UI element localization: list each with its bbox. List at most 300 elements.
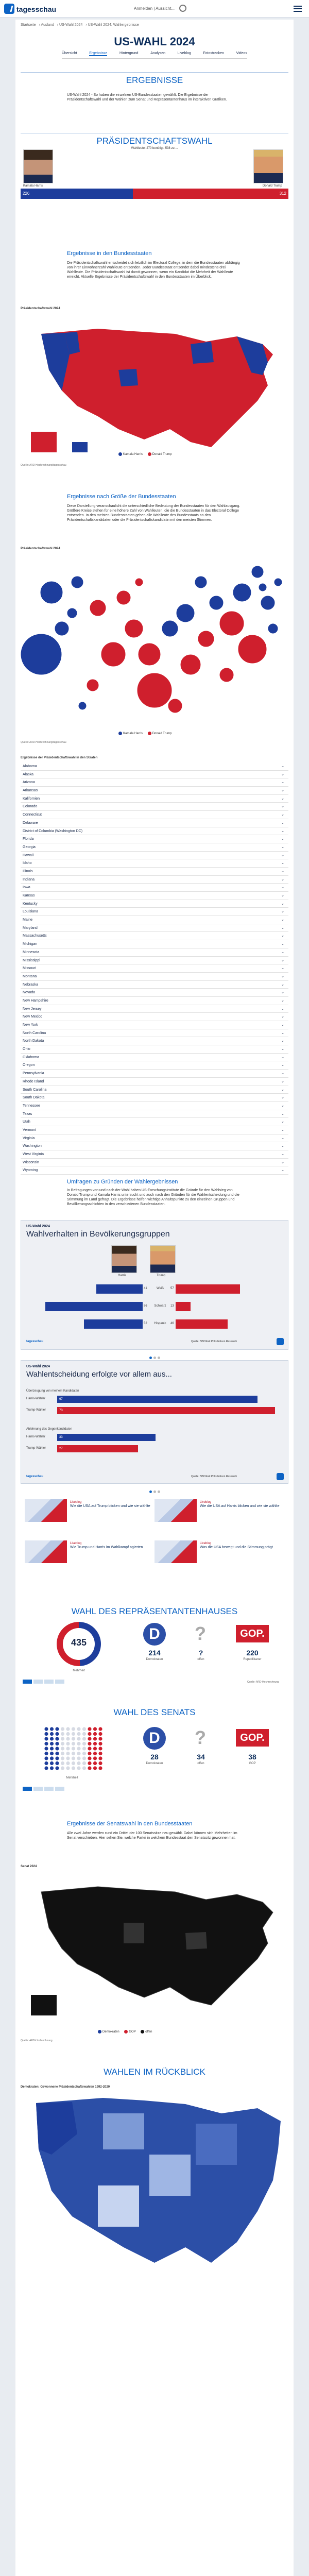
state-row[interactable]	[21, 916, 288, 924]
chevron-down-icon[interactable]: ⌄	[281, 1168, 284, 1173]
senate-seat-dot	[93, 1742, 97, 1745]
chevron-down-icon[interactable]: ⌄	[281, 765, 284, 768]
state-row[interactable]	[21, 1166, 288, 1175]
teaser-caption[interactable]	[200, 1500, 282, 1509]
chevron-down-icon[interactable]: ⌄	[281, 1136, 284, 1140]
filter-chip[interactable]	[33, 1680, 43, 1684]
state-row[interactable]	[21, 997, 288, 1005]
state-bubble[interactable]	[274, 578, 282, 586]
chevron-down-icon[interactable]: ⌄	[281, 1039, 284, 1043]
filter-chip[interactable]	[55, 1680, 64, 1684]
filter-chip[interactable]	[44, 1680, 54, 1684]
state-row[interactable]	[21, 787, 288, 795]
chevron-down-icon[interactable]: ⌄	[281, 1031, 284, 1035]
house-open-icon: ?	[195, 1623, 206, 1644]
state-row[interactable]	[21, 948, 288, 957]
senate-seat-dot	[61, 1727, 64, 1731]
teaser-thumbnail[interactable]	[25, 1540, 67, 1563]
senate-rep-seats: 38	[248, 1753, 256, 1761]
state-name: New Hampshire	[23, 998, 48, 1003]
senate-open-label: offen	[197, 1762, 204, 1765]
chevron-down-icon[interactable]: ⌄	[281, 772, 284, 776]
senate-open-seats: 34	[197, 1753, 205, 1761]
senate-seat-dot	[72, 1727, 75, 1731]
state-row[interactable]	[21, 1134, 288, 1143]
house-dem-label: Demokraten	[146, 1658, 163, 1661]
state-row[interactable]	[21, 1029, 288, 1038]
state-name: Nebraska	[23, 982, 38, 987]
state-row[interactable]	[21, 1005, 288, 1013]
senate-seat-dot	[50, 1727, 54, 1731]
state-name: New Mexico	[23, 1015, 43, 1019]
state-row[interactable]	[21, 884, 288, 892]
state-row[interactable]	[21, 1094, 288, 1102]
senate-rep-label: GOP	[249, 1762, 256, 1765]
teaser-caption[interactable]	[200, 1541, 282, 1550]
chevron-down-icon[interactable]: ⌄	[281, 967, 284, 971]
senate-seat-dot	[61, 1737, 64, 1740]
senate-map-text: Alle zwei Jahre werden rund ein Drittel der 100 Senatssitze neu gewählt. Dabei können sich Mehrheiten im Senat verschieben. Hier sehen Sie, welche Partei in welchem Bundesstaat den Senatssitz gewonnen hat.	[67, 1832, 237, 1840]
state-row[interactable]	[21, 1037, 288, 1045]
page-title: US-WAHL 2024	[114, 35, 195, 48]
chevron-down-icon[interactable]: ⌄	[281, 942, 284, 946]
card2-kicker: US-Wahl 2024	[26, 1365, 50, 1368]
senate-majority-label: Mehrheit	[66, 1776, 78, 1780]
harris-photo	[23, 149, 53, 183]
state-name: Alabama	[23, 765, 37, 768]
state-row[interactable]	[21, 762, 288, 771]
state-row[interactable]	[21, 989, 288, 997]
state-row[interactable]	[21, 835, 288, 843]
state-name: Florida	[23, 837, 34, 841]
state-bubble[interactable]	[238, 635, 267, 664]
state-bubble[interactable]	[101, 642, 126, 667]
harris-value: 41	[144, 1287, 147, 1290]
state-bubble[interactable]	[176, 604, 195, 622]
state-row[interactable]	[21, 1013, 288, 1021]
bar-label: Harris-Wähler	[26, 1435, 46, 1438]
state-row[interactable]	[21, 803, 288, 811]
state-row[interactable]	[21, 1102, 288, 1110]
harris-value: 52	[144, 1322, 147, 1325]
state-row[interactable]	[21, 1021, 288, 1029]
bar-value: 27	[59, 1447, 63, 1450]
state-row[interactable]	[21, 908, 288, 916]
rep-dot-icon	[148, 452, 151, 456]
state-row[interactable]	[21, 868, 288, 876]
teaser-caption[interactable]	[70, 1500, 152, 1509]
senate-seat-dot	[66, 1732, 70, 1736]
teaser-thumbnail[interactable]	[154, 1499, 197, 1522]
state-bubble[interactable]	[259, 583, 267, 591]
state-bubble[interactable]	[21, 634, 62, 675]
president-sub: Wahlleute: 270 benötigt, 538 zu ...	[131, 147, 178, 150]
chevron-down-icon[interactable]: ⌄	[281, 918, 284, 922]
senate-seat-dot	[98, 1761, 102, 1765]
card1-trump-photo	[150, 1245, 176, 1273]
state-bubble[interactable]	[55, 621, 69, 636]
bar-label: Trump-Wähler	[26, 1409, 46, 1412]
state-bubble[interactable]	[209, 596, 224, 610]
result-bar	[57, 1445, 138, 1452]
state-shape	[124, 1923, 144, 1943]
senate-seat-dot	[55, 1737, 59, 1740]
state-row[interactable]	[21, 811, 288, 819]
senate-seat-dot	[93, 1732, 97, 1736]
senate-seat-dot	[61, 1732, 64, 1736]
bubble-map	[21, 551, 288, 732]
tab-results[interactable]: Ergebnisse	[89, 52, 108, 55]
breadcrumb-item[interactable]: Ausland	[41, 23, 54, 27]
state-bubble[interactable]	[138, 643, 161, 666]
chevron-down-icon[interactable]: ⌄	[281, 991, 284, 995]
chevron-down-icon[interactable]: ⌄	[281, 910, 284, 914]
senate-seat-dot	[55, 1727, 59, 1731]
chevron-down-icon[interactable]: ⌄	[281, 1055, 284, 1059]
state-bubble[interactable]	[162, 620, 178, 637]
chevron-down-icon[interactable]: ⌄	[281, 1144, 284, 1148]
chevron-down-icon[interactable]: ⌄	[281, 1023, 284, 1027]
state-name: Louisiana	[23, 910, 38, 914]
state-shape-hawaii	[72, 442, 88, 452]
teaser-caption[interactable]	[70, 1541, 152, 1550]
filter-chip[interactable]	[23, 1680, 32, 1684]
tab-videos[interactable]: Videos	[236, 52, 247, 55]
history-map	[21, 2093, 288, 2576]
state-row[interactable]	[21, 1070, 288, 1078]
harris-bar	[84, 1319, 143, 1329]
chevron-down-icon[interactable]: ⌄	[281, 1096, 284, 1100]
senate-seat-dot	[72, 1761, 75, 1765]
filter-chip[interactable]	[44, 1787, 54, 1791]
tab-background[interactable]: Hintergrund	[119, 52, 139, 55]
house-heading: WAHL DES REPRÄSENTANTENHAUSES	[71, 1606, 238, 1616]
teaser-kicker: Liveblog	[70, 1501, 82, 1504]
state-name: Arkansas	[23, 789, 38, 793]
survey-card-1	[21, 1220, 288, 1350]
state-name: Mississippi	[23, 958, 40, 962]
state-row[interactable]	[21, 1159, 288, 1167]
state-row[interactable]	[21, 795, 288, 803]
state-name: Montana	[23, 974, 37, 978]
state-bubble[interactable]	[251, 566, 264, 578]
chevron-down-icon[interactable]: ⌄	[281, 805, 284, 809]
state-name: Oklahoma	[23, 1055, 39, 1059]
divider	[21, 72, 288, 73]
senate-seat-dot	[66, 1737, 70, 1740]
chevron-down-icon[interactable]: ⌄	[281, 982, 284, 987]
state-row[interactable]	[21, 859, 288, 868]
state-bubble[interactable]	[219, 668, 234, 682]
state-row[interactable]	[21, 778, 288, 787]
state-row[interactable]	[21, 900, 288, 908]
tagesschau-logo-icon[interactable]	[4, 4, 14, 14]
senate-seat-dot	[50, 1737, 54, 1740]
state-row[interactable]	[21, 771, 288, 779]
chevron-down-icon[interactable]: ⌄	[281, 813, 284, 817]
state-row[interactable]	[21, 852, 288, 860]
filter-chip[interactable]	[23, 1787, 32, 1791]
state-row[interactable]	[21, 843, 288, 852]
filter-chip[interactable]	[55, 1787, 64, 1791]
state-list	[21, 762, 288, 1175]
state-row[interactable]	[21, 1086, 288, 1094]
trump-photo	[253, 149, 283, 183]
senate-seat-dot	[82, 1752, 86, 1755]
chevron-down-icon[interactable]: ⌄	[281, 1160, 284, 1164]
map1-text: Die Präsidentschaftswahl entscheidet sich letztlich im Electoral College, in dem die Bundesstaaten abhängig von ihrer Einwohnerzahl Wahlleute entsenden. Jeder Bundesstaat entsendet dabei mindestens drei Wahlleute. Die Präsidentschaftswahl ist damit gewonnen, wenn ein Kandidat die Mehrheit der Wahlleute erreicht. Aktuelle Ergebnisse der Präsidentschaftswahl in den Bundesstaaten im Überblick.	[67, 261, 240, 279]
chevron-down-icon[interactable]: ⌄	[281, 1112, 284, 1116]
state-row[interactable]	[21, 1142, 288, 1150]
chevron-down-icon[interactable]: ⌄	[281, 877, 284, 882]
map1-legend-dem: Kamala Harris	[123, 453, 143, 456]
breadcrumb-item[interactable]: Startseite	[21, 23, 36, 27]
rep-dot-icon	[148, 732, 151, 735]
senate-seat-dot	[82, 1732, 86, 1736]
card1-trump-label: Trump	[157, 1274, 166, 1277]
map2-legend	[118, 732, 171, 735]
chevron-down-icon[interactable]: ⌄	[281, 837, 284, 841]
electoral-bar-dem	[21, 189, 133, 199]
state-row[interactable]	[21, 1054, 288, 1062]
state-bubble[interactable]	[78, 702, 87, 710]
senate-seat-dot	[88, 1727, 91, 1731]
tab-overview[interactable]: Übersicht	[62, 52, 77, 55]
state-row[interactable]	[21, 964, 288, 973]
state-row[interactable]	[21, 957, 288, 965]
card1-title: Wahlverhalten in Bevölkerungsgruppen	[26, 1230, 170, 1239]
state-bubble[interactable]	[180, 654, 201, 675]
result-bar	[57, 1396, 258, 1403]
chevron-down-icon[interactable]: ⌄	[281, 958, 284, 962]
state-bubble[interactable]	[116, 590, 131, 605]
card1-harris-photo	[111, 1245, 137, 1273]
state-row[interactable]	[21, 1150, 288, 1159]
senate-seat-dot	[44, 1752, 48, 1755]
state-row[interactable]	[21, 1061, 288, 1070]
state-bubble[interactable]	[40, 581, 63, 604]
chevron-down-icon[interactable]: ⌄	[281, 845, 284, 849]
state-row[interactable]	[21, 1126, 288, 1134]
state-bubble[interactable]	[261, 596, 275, 610]
state-name: Kalifornien	[23, 796, 40, 801]
senate-seat-dot	[50, 1756, 54, 1760]
menu-icon[interactable]	[294, 6, 302, 12]
state-name: Indiana	[23, 877, 35, 882]
senate-dem-seats: 28	[150, 1753, 159, 1761]
senate-seat-dot	[88, 1761, 91, 1765]
state-row[interactable]	[21, 1078, 288, 1086]
state-name: Delaware	[23, 821, 38, 825]
bar-value: 67	[59, 1398, 63, 1401]
senate-dem-label: Demokraten	[146, 1762, 163, 1765]
state-bubble[interactable]	[168, 699, 182, 713]
state-bubble[interactable]	[198, 631, 214, 647]
state-row[interactable]	[21, 876, 288, 884]
state-bubble[interactable]	[195, 576, 207, 588]
state-bubble[interactable]	[90, 600, 106, 616]
senate-seat-dot	[77, 1766, 80, 1770]
chevron-down-icon[interactable]: ⌄	[281, 789, 284, 793]
state-row[interactable]	[21, 1110, 288, 1118]
chevron-down-icon[interactable]: ⌄	[281, 796, 284, 801]
chevron-down-icon[interactable]: ⌄	[281, 853, 284, 857]
state-name: Iowa	[23, 886, 30, 890]
state-row[interactable]	[21, 1045, 288, 1054]
state-name: Minnesota	[23, 950, 40, 954]
state-bubble[interactable]	[71, 576, 83, 588]
chevron-down-icon[interactable]: ⌄	[281, 1128, 284, 1132]
senate-seat-dot	[44, 1747, 48, 1750]
state-row[interactable]	[21, 819, 288, 827]
senate-seat-dot	[88, 1732, 91, 1736]
senate-seat-dot	[44, 1756, 48, 1760]
senate-legend-rep: GOP	[129, 2030, 136, 2034]
state-bubble[interactable]	[87, 679, 99, 691]
senate-seat-dot	[66, 1766, 70, 1770]
state-name: Tennessee	[23, 1104, 40, 1108]
state-shape	[98, 2185, 139, 2227]
senate-seat-dot	[77, 1732, 80, 1736]
carousel-dots[interactable]	[149, 1489, 162, 1494]
state-row[interactable]	[21, 932, 288, 940]
senate-seat-dot	[44, 1761, 48, 1765]
chevron-down-icon[interactable]: ⌄	[281, 974, 284, 978]
state-row[interactable]	[21, 1118, 288, 1126]
trump-value: 13	[170, 1304, 174, 1308]
breadcrumb-item[interactable]: US-Wahl 2024	[59, 23, 83, 27]
senate-legend-dem: Demokraten	[102, 2030, 119, 2034]
chevron-down-icon[interactable]: ⌄	[281, 781, 284, 785]
teaser-thumbnail[interactable]	[154, 1540, 197, 1563]
tab-bar	[62, 52, 247, 59]
state-row[interactable]	[21, 973, 288, 981]
chevron-down-icon[interactable]: ⌄	[281, 869, 284, 873]
map1-source: Quelle: ARD-Hochrechnung/tagesschau	[21, 464, 66, 467]
chevron-down-icon[interactable]: ⌄	[281, 821, 284, 825]
chevron-down-icon[interactable]: ⌄	[281, 1007, 284, 1011]
state-name: Maine	[23, 918, 33, 922]
chevron-down-icon[interactable]: ⌄	[281, 998, 284, 1003]
dem-dot-icon	[118, 452, 122, 456]
senate-seat-dot	[66, 1727, 70, 1731]
senate-seat-dot	[77, 1742, 80, 1745]
teaser-thumbnail[interactable]	[25, 1499, 67, 1522]
state-shape	[185, 1932, 207, 1950]
chevron-down-icon[interactable]: ⌄	[281, 1079, 284, 1083]
share-icon[interactable]	[277, 1473, 284, 1480]
chevron-down-icon[interactable]: ⌄	[281, 861, 284, 866]
chevron-down-icon[interactable]: ⌄	[281, 934, 284, 938]
senate-heading: WAHL DES SENATS	[113, 1707, 196, 1717]
chevron-down-icon[interactable]: ⌄	[281, 829, 284, 833]
bar-value: 73	[59, 1409, 63, 1412]
card2-title: Wahlentscheidung erfolgte vor allem aus...	[26, 1370, 172, 1379]
state-bubble[interactable]	[125, 619, 143, 638]
state-row[interactable]	[21, 924, 288, 933]
state-name: Rhode Island	[23, 1079, 44, 1083]
state-bubble[interactable]	[135, 578, 143, 586]
state-row[interactable]	[21, 892, 288, 900]
chevron-down-icon[interactable]: ⌄	[281, 886, 284, 890]
chevron-down-icon[interactable]: ⌄	[281, 1088, 284, 1092]
senate-seat-dot	[98, 1756, 102, 1760]
state-name: West Virginia	[23, 1153, 44, 1156]
house-open-seats: ?	[198, 1649, 203, 1657]
header-text[interactable]: Anmelden | Aussicht...	[134, 6, 175, 11]
state-bubble[interactable]	[233, 583, 251, 602]
logo-text[interactable]: tagesschau	[16, 5, 57, 13]
state-row[interactable]	[21, 827, 288, 836]
breadcrumb-item: US-Wahl 2024: Wahlergebnisse	[88, 23, 139, 27]
tab-analysis[interactable]: Analysen	[150, 52, 166, 55]
tab-photos[interactable]: Fotostrecken	[203, 52, 224, 55]
state-bubble[interactable]	[268, 623, 278, 634]
senate-seat-dot	[88, 1766, 91, 1770]
state-shape	[149, 2155, 191, 2196]
senate-seat-dot	[82, 1737, 86, 1740]
share-icon[interactable]	[277, 1338, 284, 1345]
chevron-down-icon[interactable]: ⌄	[281, 1015, 284, 1019]
senate-seat-dot	[66, 1761, 70, 1765]
chevron-down-icon[interactable]: ⌄	[281, 1072, 284, 1076]
chevron-down-icon[interactable]: ⌄	[281, 1047, 284, 1052]
state-name: Virginia	[23, 1136, 35, 1140]
state-name: New York	[23, 1023, 38, 1027]
senate-legend	[98, 2030, 152, 2033]
dem-dot-icon	[118, 732, 122, 735]
gop-logo-icon: GOP.	[236, 1729, 269, 1747]
chevron-down-icon[interactable]: ⌄	[281, 902, 284, 906]
filter-chip[interactable]	[33, 1787, 43, 1791]
history-chart-label: Demokraten: Gewonnene Präsidentschaftswahlen 1992-2020	[21, 2086, 110, 2089]
chevron-down-icon[interactable]: ⌄	[281, 1153, 284, 1156]
search-icon[interactable]	[179, 5, 186, 12]
state-row[interactable]	[21, 981, 288, 989]
map1-title: Ergebnisse in den Bundesstaaten	[67, 250, 152, 257]
teaser-kicker: Liveblog	[200, 1501, 212, 1504]
carousel-dots[interactable]	[149, 1355, 162, 1360]
house-source: Quelle: ARD-Hochrechnung	[247, 1681, 279, 1684]
state-bubble[interactable]	[219, 611, 244, 636]
trump-bar	[176, 1284, 240, 1294]
chevron-down-icon[interactable]: ⌄	[281, 1120, 284, 1124]
senate-legend-open: offen	[145, 2030, 152, 2034]
card1-kicker: US-Wahl 2024	[26, 1225, 50, 1228]
state-name: Vermont	[23, 1128, 37, 1132]
state-name: Arizona	[23, 781, 35, 785]
chevron-down-icon[interactable]: ⌄	[281, 1063, 284, 1067]
senate-seat-dot	[50, 1752, 54, 1755]
senate-map-shape	[41, 1887, 273, 2005]
state-name: North Carolina	[23, 1031, 46, 1035]
state-name: Georgia	[23, 845, 36, 849]
senate-seat-dot	[50, 1766, 54, 1770]
state-bubble[interactable]	[67, 608, 77, 618]
chevron-down-icon[interactable]: ⌄	[281, 926, 284, 930]
state-row[interactable]	[21, 940, 288, 948]
senate-seat-dot	[93, 1761, 97, 1765]
house-total: 435	[71, 1637, 87, 1648]
chevron-down-icon[interactable]: ⌄	[281, 950, 284, 954]
harris-value: 86	[144, 1304, 147, 1308]
tab-liveblog[interactable]: Liveblog	[177, 52, 191, 55]
house-filters	[23, 1680, 64, 1684]
state-bubble[interactable]	[137, 673, 172, 708]
chevron-down-icon[interactable]: ⌄	[281, 894, 284, 897]
chevron-down-icon[interactable]: ⌄	[281, 1104, 284, 1108]
state-name: Nevada	[23, 991, 36, 995]
